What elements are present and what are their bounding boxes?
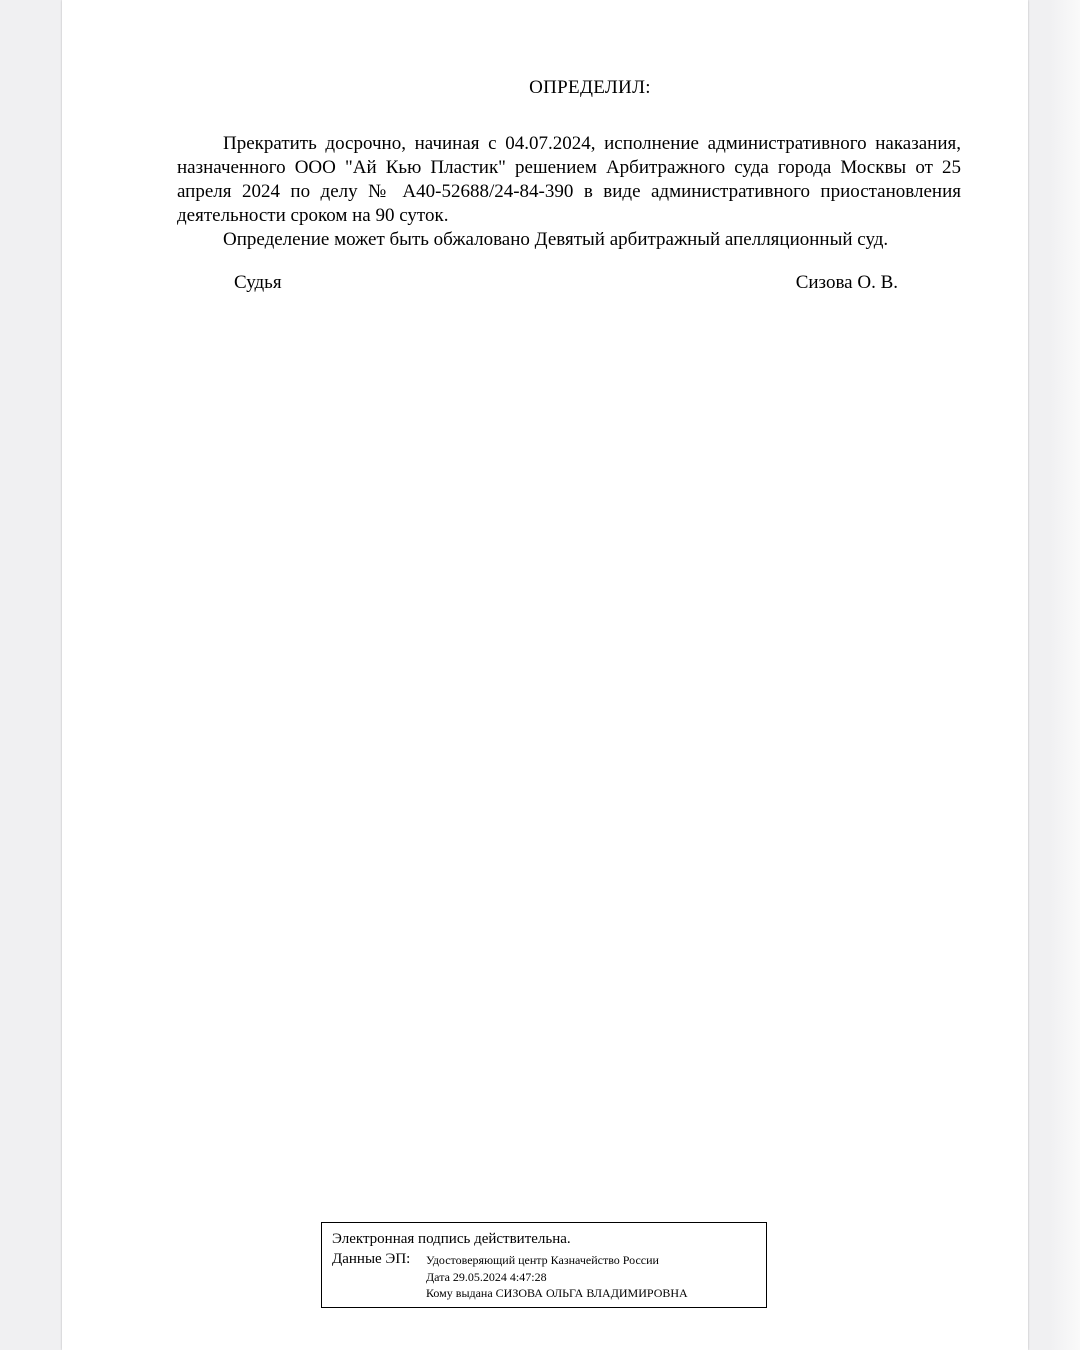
electronic-signature-stamp <box>321 1222 767 1308</box>
signature-data-label: Данные ЭП: <box>332 1251 411 1267</box>
viewer-edge <box>1050 0 1080 1350</box>
appeal-paragraph: Определение может быть обжаловано Девятый арбитражный апелляционный суд. <box>223 229 889 250</box>
signature-data-lines <box>426 1252 688 1302</box>
signature-status: Электронная подпись действительна. <box>332 1231 571 1247</box>
ruling-body <box>177 132 961 252</box>
signature-issuer: Удостоверяющий центр Казначейство России <box>426 1253 659 1267</box>
signature-row <box>234 272 898 294</box>
signature-details <box>332 1250 756 1302</box>
document-page <box>62 0 1028 1350</box>
signature-date: Дата 29.05.2024 4:47:28 <box>426 1269 547 1284</box>
judge-role: Судья <box>234 272 282 293</box>
judge-name: Сизова О. В. <box>795 272 898 293</box>
ruling-heading: ОПРЕДЕЛИЛ: <box>529 77 651 98</box>
ruling-paragraph: Прекратить досрочно, начиная с 04.07.2024, исполнение административного наказания, назначенного ООО "Ай Кью Пластик" решением Арбитражного суда города Москвы от 25 апреля 2024 по делу № А40-52688/24-84-390 в виде административного приостановления деятельности сроком на 90 суток. <box>177 133 961 226</box>
signature-issued-to: Кому выдана СИЗОВА ОЛЬГА ВЛАДИМИРОВНА <box>426 1286 688 1300</box>
